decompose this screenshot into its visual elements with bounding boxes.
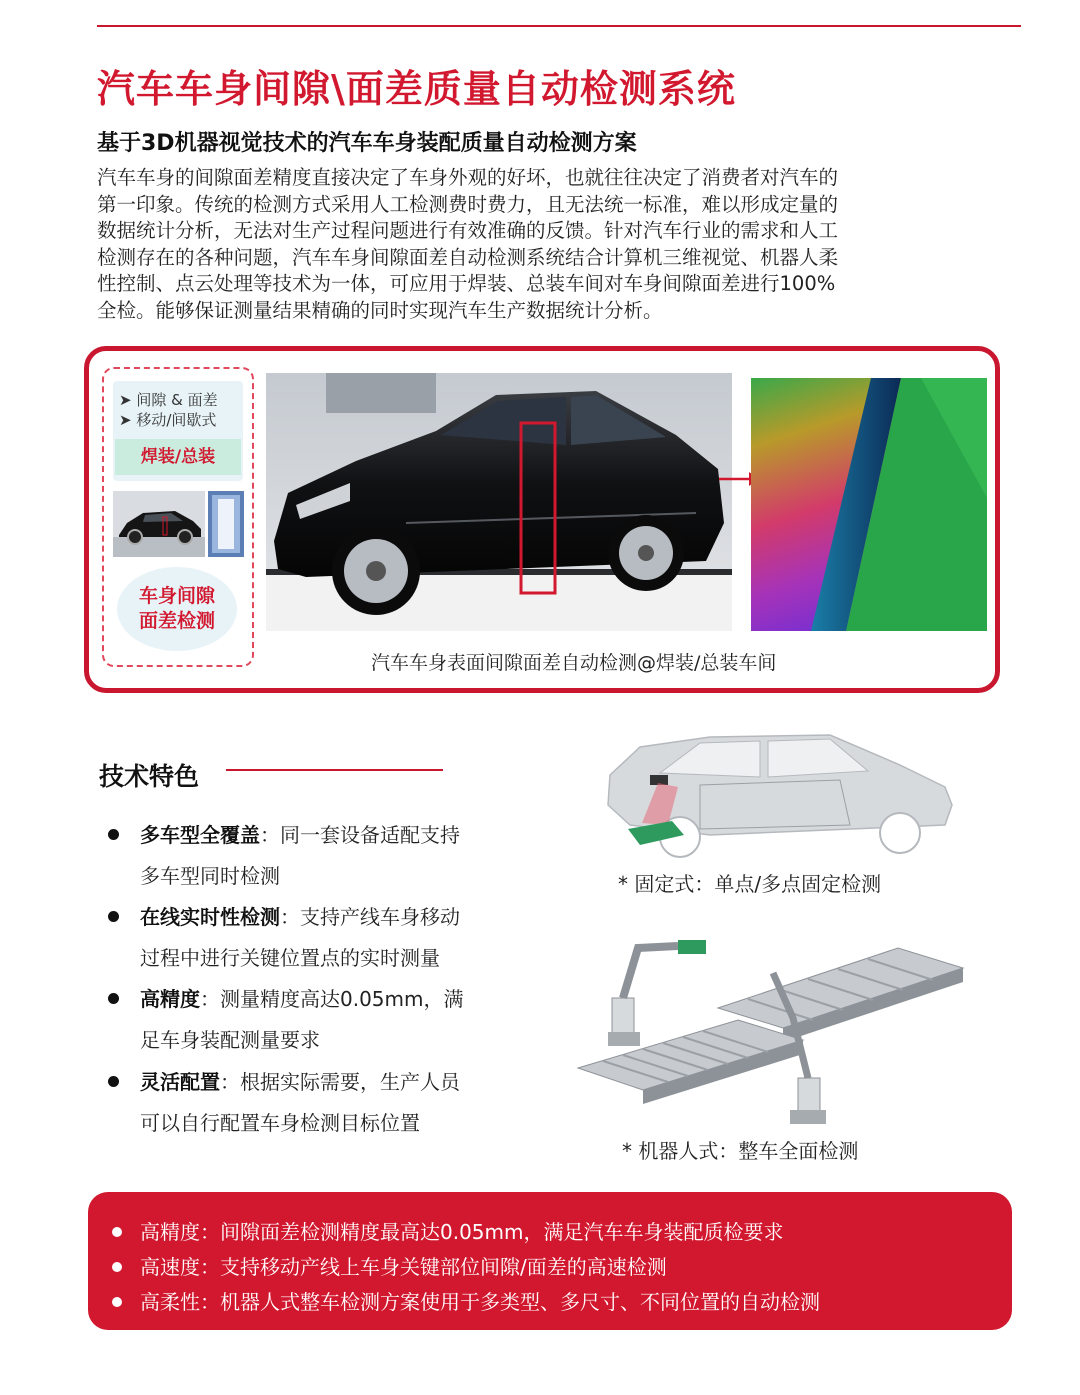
workshop-tag: 焊装/总装	[115, 439, 241, 475]
showcase-panel	[84, 346, 1000, 693]
fixed-station-illustration	[600, 725, 960, 865]
feature-text: 根据实际需要，生产人员	[240, 1070, 460, 1094]
summary-text: 高速度：支持移动产线上车身关键部位间隙/面差的高速检测	[140, 1255, 667, 1279]
panel-caption: 汽车车身表面间隙面差自动检测@焊装/总装车间	[371, 652, 777, 674]
mini-car-thumbnail	[113, 491, 205, 557]
summary-item	[112, 1251, 667, 1280]
features-title: 技术特色	[99, 762, 200, 791]
features-divider	[226, 769, 443, 771]
top-divider	[97, 25, 1021, 27]
feature-text: 过程中进行关键位置点的实时测量	[140, 946, 440, 970]
badge-line: 面差检测	[138, 610, 215, 632]
intro-line: 全检。能够保证测量结果精确的同时实现汽车生产数据统计分析。	[97, 298, 663, 322]
mode-item-gap: ➤ 间隙 & 面差	[119, 391, 218, 409]
detection-badge	[117, 567, 237, 651]
feature-item	[108, 815, 528, 897]
intro-line: 第一印象。传统的检测方式采用人工检测费时费力，且无法统一标准，难以形成定量的	[97, 192, 839, 216]
bullet-icon	[108, 829, 119, 840]
feature-item	[108, 897, 528, 979]
summary-text: 高柔性：机器人式整车检测方案使用于多类型、多尺寸、不同位置的自动检测	[140, 1290, 820, 1314]
robot-station-illustration	[568, 928, 968, 1133]
feature-text: 同一套设备适配支持	[280, 823, 460, 847]
intro-line: 性控制、点云处理等技术为一体，可应用于焊装、总装车间对车身间隙面差进行100%	[97, 272, 836, 295]
feature-label: 灵活配置	[140, 1070, 220, 1094]
mini-detail-thumbnail	[208, 491, 244, 557]
mode-item-motion: ➤ 移动/间歇式	[119, 411, 217, 429]
feature-text: 多车型同时检测	[140, 864, 280, 888]
bullet-icon	[108, 993, 119, 1004]
feature-text: 可以自行配置车身检测目标位置	[140, 1111, 420, 1135]
robot-caption: * 机器人式：整车全面检测	[622, 1139, 859, 1163]
feature-separator: ：	[280, 905, 300, 929]
feature-separator: ：	[200, 987, 220, 1011]
car-photo	[266, 373, 732, 631]
intro-line: 汽车车身的间隙面差精度直接决定了车身外观的好坏，也就往往决定了消费者对汽车的	[97, 166, 839, 189]
bullet-icon	[108, 911, 119, 922]
page-title: 汽车车身间隙\面差质量自动检测系统	[97, 67, 736, 111]
summary-box	[88, 1192, 1012, 1330]
mode-info-box	[113, 381, 243, 481]
feature-text: 测量精度高达0.05mm，满	[220, 987, 464, 1011]
bullet-icon	[112, 1297, 122, 1307]
feature-item	[108, 979, 528, 1061]
feature-item	[108, 1062, 528, 1144]
bullet-icon	[112, 1262, 122, 1272]
feature-separator: ：	[220, 1070, 240, 1094]
bullet-icon	[112, 1227, 122, 1237]
intro-line: 检测存在的各种问题，汽车车身间隙面差自动检测系统结合计算机三维视觉、机器人柔	[97, 245, 839, 269]
summary-text: 高精度：间隙面差检测精度最高达0.05mm，满足汽车车身装配质检要求	[140, 1220, 784, 1244]
summary-item	[112, 1286, 820, 1315]
badge-line: 车身间隙	[138, 585, 215, 607]
feature-label: 高精度	[140, 987, 200, 1011]
feature-label: 多车型全覆盖	[140, 823, 260, 847]
summary-item	[112, 1216, 784, 1245]
mode-sidebar	[102, 367, 254, 667]
intro-paragraph	[97, 165, 977, 324]
page-subtitle: 基于3D机器视觉技术的汽车车身装配质量自动检测方案	[97, 131, 637, 156]
bullet-icon	[108, 1076, 119, 1087]
feature-label: 在线实时性检测	[140, 905, 280, 929]
feature-text: 足车身装配测量要求	[140, 1028, 320, 1052]
point-cloud-image	[751, 378, 987, 631]
intro-line: 数据统计分析，无法对生产过程问题进行有效准确的反馈。针对汽车行业的需求和人工	[97, 219, 839, 242]
feature-text: 支持产线车身移动	[300, 905, 460, 929]
feature-separator: ：	[260, 823, 280, 847]
fixed-caption: * 固定式：单点/多点固定检测	[618, 872, 882, 896]
